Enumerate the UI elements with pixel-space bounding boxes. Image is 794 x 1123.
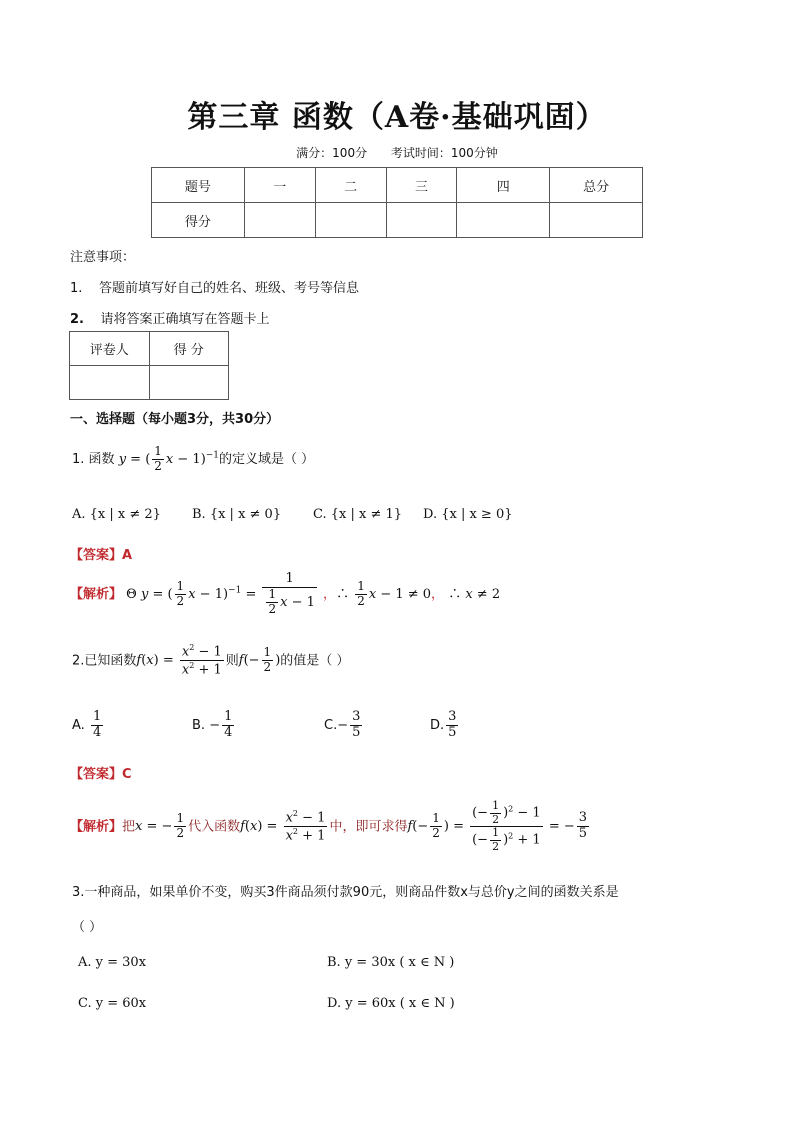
section-heading: 一、选择题（每小题3分，共30分）	[70, 412, 280, 427]
option-b[interactable]: B. {x | x ≠ 0}	[192, 507, 282, 522]
score-cell[interactable]	[550, 203, 643, 238]
formula: x = − $\frac{1}{2}$	[135, 811, 185, 841]
question-text: 的定义域是（ ）	[219, 451, 315, 467]
option-a[interactable]: A. {x | x ≠ 2}	[72, 507, 161, 522]
notes-heading: 注意事项：	[70, 250, 136, 265]
question-3-stem-line-2: （ ）	[72, 920, 103, 935]
question-3-options	[78, 955, 498, 1015]
score-header-cell: 总分	[550, 168, 643, 203]
question-2-options	[72, 704, 492, 746]
question-text: 则	[225, 653, 239, 669]
exam-time: 考试时间：100分钟	[390, 146, 498, 160]
answer-value: A	[122, 548, 133, 563]
question-1-analysis	[70, 572, 500, 617]
question-1-answer	[70, 544, 132, 563]
question-2-analysis	[70, 800, 591, 854]
answer-tag: 【答案】	[70, 767, 123, 782]
question-1-stem	[72, 445, 314, 474]
score-table-header-row	[152, 168, 643, 203]
note-number: 1.	[70, 281, 83, 296]
option-c[interactable]: C.− $\frac{3}{5}$	[324, 709, 361, 740]
question-2-answer	[70, 763, 132, 782]
formula: f(x) = $\frac{x^2 - 1}{x^2 + 1}$	[136, 643, 222, 678]
option-label: B.	[192, 717, 206, 733]
analysis-text: 代入函数	[188, 819, 241, 835]
formula: f(− $\frac{1}{2}$ )	[238, 645, 281, 675]
score-cell[interactable]	[315, 203, 386, 238]
option-b[interactable]: B. − $\frac{1}{4}$	[192, 709, 233, 740]
score-header-cell: 题号	[152, 168, 245, 203]
option-label: A.	[72, 717, 85, 733]
option-a[interactable]: A. $\frac{1}{4}$	[72, 709, 102, 740]
option-d[interactable]: D. $\frac{3}{5}$	[430, 709, 457, 740]
note-item-1	[70, 277, 359, 296]
grader-score-cell[interactable]	[149, 366, 229, 400]
option-a[interactable]: A. y = 30x	[78, 955, 147, 970]
grader-cell[interactable]	[70, 366, 150, 400]
page-title: 第三章 函数（A卷·基础巩固）	[187, 100, 607, 135]
question-3-stem-line-1: 3.一种商品，如果单价不变，购买3件商品须付款90元，则商品件数x与总价y之间的函数关系是	[72, 885, 619, 900]
question-text: 1. 函数	[72, 451, 115, 467]
note-text: 请将答案正确填写在答题卡上	[100, 312, 270, 327]
score-table-score-row	[152, 203, 643, 238]
analysis-text: 把	[122, 819, 136, 835]
grader-score-header: 得 分	[149, 332, 229, 366]
full-score: 满分：100分	[296, 146, 368, 160]
grader-table	[69, 331, 229, 400]
score-header-cell: 二	[315, 168, 386, 203]
formula: y = ( $\frac{1}{2}$ x − 1)$^{-1}$	[118, 444, 220, 473]
answer-value: C	[122, 767, 132, 782]
score-header-cell: 一	[244, 168, 315, 203]
analysis-tag: 【解析】	[70, 586, 123, 602]
score-header-cell: 三	[386, 168, 457, 203]
analysis-text: 中，即可求得	[329, 819, 408, 835]
exam-info	[0, 144, 794, 161]
question-text: 的值是（ ）	[280, 653, 350, 669]
score-row-label: 得分	[152, 203, 245, 238]
formula: f(x) = $\frac{x^2 - 1}{x^2 + 1}$	[240, 809, 326, 844]
score-cell[interactable]	[244, 203, 315, 238]
formula: Θ y = ( $\frac{1}{2}$ x − 1)$^{-1}$ = 1 $\frac{1}{2}$ x − 1 ，∴ $\frac{1}{2}$ x − 1 ≠ 0， ∴ x ≠ 2	[126, 571, 501, 616]
option-label: C.	[324, 717, 338, 733]
option-c[interactable]: C. {x | x ≠ 1}	[313, 507, 403, 522]
option-d[interactable]: D. {x | x ≥ 0}	[423, 507, 513, 522]
score-cell[interactable]	[457, 203, 550, 238]
note-text: 答题前填写好自己的姓名、班级、考号等信息	[98, 281, 359, 296]
score-cell[interactable]	[386, 203, 457, 238]
grader-header: 评卷人	[70, 332, 150, 366]
score-header-cell: 四	[457, 168, 550, 203]
option-b[interactable]: B. y = 30x ( x ∈ N )	[327, 955, 455, 970]
formula: f(− $\frac{1}{2}$ ) = (− $\frac{1}{2}$ )$^2$ − 1 (− $\frac{1}{2}$ )$^2$ + 1 = − $\frac{3}{5}$	[407, 799, 588, 853]
analysis-tag: 【解析】	[70, 819, 123, 835]
option-d[interactable]: D. y = 60x ( x ∈ N )	[327, 996, 455, 1011]
option-label: D.	[430, 717, 445, 733]
note-item-2	[70, 308, 270, 327]
question-2-stem	[72, 643, 349, 679]
score-table	[151, 167, 643, 238]
option-c[interactable]: C. y = 60x	[78, 996, 147, 1011]
question-text: 2.已知函数	[72, 653, 137, 669]
answer-tag: 【答案】	[70, 548, 123, 563]
note-number: 2.	[70, 312, 84, 327]
